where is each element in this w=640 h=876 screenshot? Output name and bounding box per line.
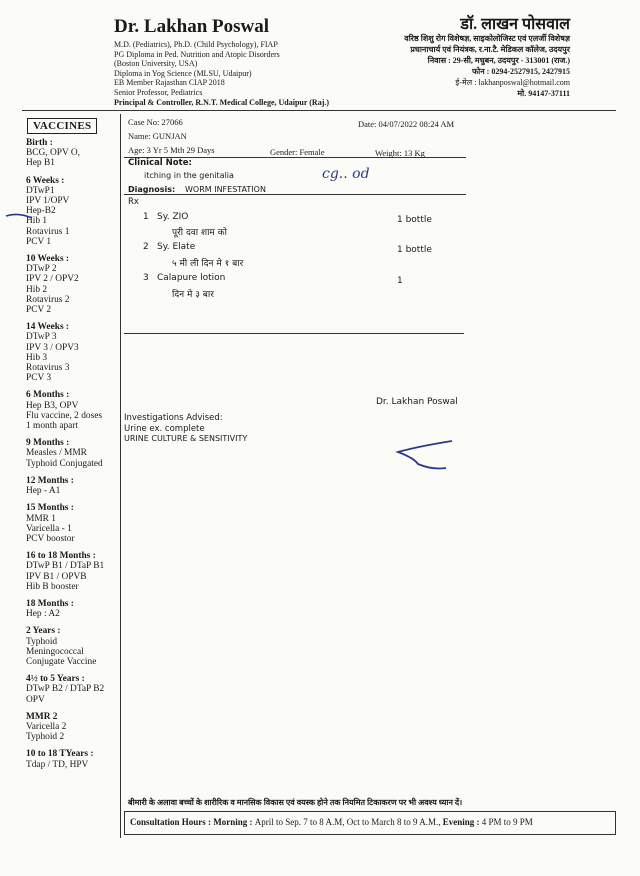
vaccine-item: Hib 1 [26,216,48,227]
qualification-line: M.D. (Pediatrics), Ph.D. (Child Psychology), FIAP [114,40,278,49]
vaccine-item: Varicella 2 [26,721,67,732]
vaccine-item: Hib 2 [26,284,48,295]
vaccine-item: 1 month apart [26,421,79,432]
vaccine-age-heading: 9 Months : [26,438,70,449]
vaccine-item: IPV B1 / OPVB [26,571,87,582]
vaccine-item: Hep B1 [26,158,55,169]
investigation-item: URINE CULTURE & SENSITIVITY [124,434,248,443]
rx-item-quantity: 1 [397,276,403,286]
vaccine-item: Hep B3, OPV [26,400,79,411]
vaccine-item: PCV boostor [26,533,75,544]
patient-weight: Weight: 13 Kg [375,148,425,158]
doctor-info-hindi [404,33,570,99]
patient-name: Name: GUNJAN [128,131,187,141]
evening-label: Evening : [442,817,482,827]
vaccine-item: IPV 3 / OPV3 [26,342,79,353]
vaccine-group [26,514,126,545]
qualification-line: (Boston University, USA) [114,59,198,69]
rx-item-number: 3 [143,273,149,283]
vaccine-group [26,448,126,468]
vaccine-item: Typhoid Conjugated [26,458,103,469]
vaccine-age-heading: 10 Weeks : [26,254,70,265]
vaccine-item: Meningococcal [26,646,84,657]
vaccine-group [26,561,126,592]
footer-note: बीमारी के अलावा बच्चों के शारीरिक व मानसिक विकास एवं वयस्क होने तक नियमित टिकाकरण पर भी अवश्य ध्यान दें। [128,798,463,807]
qualification-line: EB Member Rajasthan CIAP 2018 [114,78,225,88]
vaccine-item: Typhoid [26,636,58,647]
vaccine-item: OPV [26,694,45,705]
vaccine-item: Tdap / TD, HPV [26,759,89,770]
doctor-name: Dr. Lakhan Poswal [114,16,270,37]
vaccine-item: Hep - A1 [26,486,61,497]
vaccine-group [26,637,126,668]
vaccine-item: Typhoid 2 [26,732,65,743]
vaccine-group [26,609,126,619]
vaccine-age-heading: 15 Months : [26,503,74,514]
clinical-note: itching in the genitalia [144,171,234,180]
rx-item-instruction: पूरी दवा शाम को [172,228,227,238]
vaccine-group [26,722,126,742]
vaccine-item: Hep-B2 [26,206,56,217]
doctor-name-hindi: डॉ. लाखन पोसवाल [460,16,570,33]
column-divider [120,114,121,838]
vaccine-age-heading: MMR 2 [26,711,58,722]
vaccine-group [26,332,126,383]
header-divider [22,110,616,111]
diagnosis-label: Diagnosis: [128,185,176,194]
rx-item-instruction: दिन मे ३ बार [172,290,214,300]
qualification-line: Diploma in Yog Science (MLSU, Udaipur) [114,68,252,78]
consultation-hours [130,817,533,827]
vaccine-item: DTwP 3 [26,332,57,343]
vaccine-item: DTwP B2 / DTaP B2 [26,684,105,695]
doctor-position: Principal & Controller, R.N.T. Medical College, Udaipur (Raj.) [114,97,330,107]
vaccine-item: PCV 3 [26,373,52,384]
vaccine-item: Hep : A2 [26,609,60,620]
patient-age: Age: 3 Yr 5 Mth 29 Days [128,145,215,155]
patient-gender: Gender: Female [270,147,325,157]
vaccine-age-heading: 6 Weeks : [26,175,65,186]
vaccine-item: IPV 2 / OPV2 [26,274,79,285]
vaccine-age-heading: 16 to 18 Months : [26,551,96,562]
vaccine-group [26,186,126,247]
vaccine-group [26,684,126,704]
vaccines-title: VACCINES [27,118,97,134]
rx-divider [124,333,464,334]
vaccine-item: PCV 1 [26,236,52,247]
evening-hours: 4 PM to 9 PM [481,817,533,827]
vaccine-group [26,760,126,770]
vaccine-item: Rotavirus 2 [26,294,70,305]
morning-hours: April to Sep. 7 to 8 A.M, Oct to March 8 to 9 A.M., [254,817,443,827]
vaccine-item: Rotavirus 1 [26,226,70,237]
vaccine-age-heading: 4½ to 5 Years : [26,674,85,685]
hindi-principal: प्रधानाचार्य एवं नियंत्रक, र.ना.टै. मेडिकल कॉलेज, उदयपुर [410,45,570,54]
vaccine-item: BCG, OPV O, [26,148,81,159]
handwritten-note: cg.. od [322,166,370,182]
vaccine-item: Rotavirus 3 [26,363,70,374]
vaccine-item: Varicella - 1 [26,523,72,534]
visit-date: Date: 04/07/2022 08:24 AM [358,119,455,129]
vaccine-group [26,264,126,315]
vaccine-age-heading: 10 to 18 TYears : [26,749,94,760]
vaccine-item: Hib B booster [26,581,79,592]
rx-label: Rx [128,197,139,207]
hindi-email: ई-मेल : lakhanposwal@hotmail.com [455,78,570,87]
vaccine-item: MMR 1 [26,513,56,524]
vaccine-schedule [26,138,126,770]
vaccine-item: DTwP B1 / DTaP B1 [26,561,105,572]
vaccine-group [26,148,126,168]
diagnosis-divider [124,194,466,195]
rx-item-name: Sy. ZIO [157,212,189,222]
investigation-item: Urine ex. complete [124,424,205,434]
hindi-mobile: मो. 94147-37111 [517,89,570,98]
vaccine-item: Hib 3 [26,352,48,363]
rx-item-quantity: 1 bottle [397,245,432,255]
vaccine-item: Flu vaccine, 2 doses [26,410,103,421]
vaccine-item: IPV 1/OPV [26,196,70,207]
qualification-line: Senior Professor, Pediatrics [114,87,203,97]
doctor-qualifications [114,40,364,107]
qualification-line: PG Diploma in Ped. Nutrition and Atopic Disorders [114,49,280,59]
rx-item-quantity: 1 bottle [397,215,432,225]
vaccine-item: DTwP 2 [26,264,57,275]
vaccine-item: Measles / MMR [26,448,87,459]
vaccine-item: Conjugate Vaccine [26,656,97,667]
diagnosis: WORM INFESTATION [185,185,266,194]
vaccine-age-heading: 14 Weeks : [26,322,70,333]
vaccine-item: DTwP1 [26,185,55,196]
signature-name: Dr. Lakhan Poswal [376,397,458,407]
vaccine-item: PCV 2 [26,305,52,316]
rx-item-number: 1 [143,212,149,222]
morning-label: Morning : [213,817,255,827]
rx-item-name: Calapure lotion [157,273,226,283]
vaccine-age-heading: 6 Months : [26,390,70,401]
case-number: Case No: 27066 [128,117,183,127]
vaccine-age-heading: 18 Months : [26,598,74,609]
clinical-note-label: Clinical Note: [128,158,192,168]
hours-label: Consultation Hours : [130,817,214,827]
rx-item-instruction: ५ मी ली दिन मे १ बार [172,259,244,269]
vaccine-age-heading: Birth : [26,138,53,148]
hindi-address: निवास : 29-सी, मधुबन, उदयपुर - 313001 (राज.) [427,56,570,65]
vaccine-group [26,486,126,496]
hindi-title: वरिष्ठ शिशु रोग विशेषज्ञ, साइकोलोजिस्ट एवं एलर्जी विशेषज्ञ [404,34,570,43]
investigations-label: Investigations Advised: [124,413,223,423]
vaccine-group [26,401,126,432]
rx-item-number: 2 [143,242,149,252]
hindi-phone: फोन : 0294-2527915, 2427915 [471,67,570,76]
vaccine-age-heading: 2 Years : [26,626,61,637]
vaccine-age-heading: 12 Months : [26,475,74,486]
rx-item-name: Sy. Elate [157,242,196,252]
